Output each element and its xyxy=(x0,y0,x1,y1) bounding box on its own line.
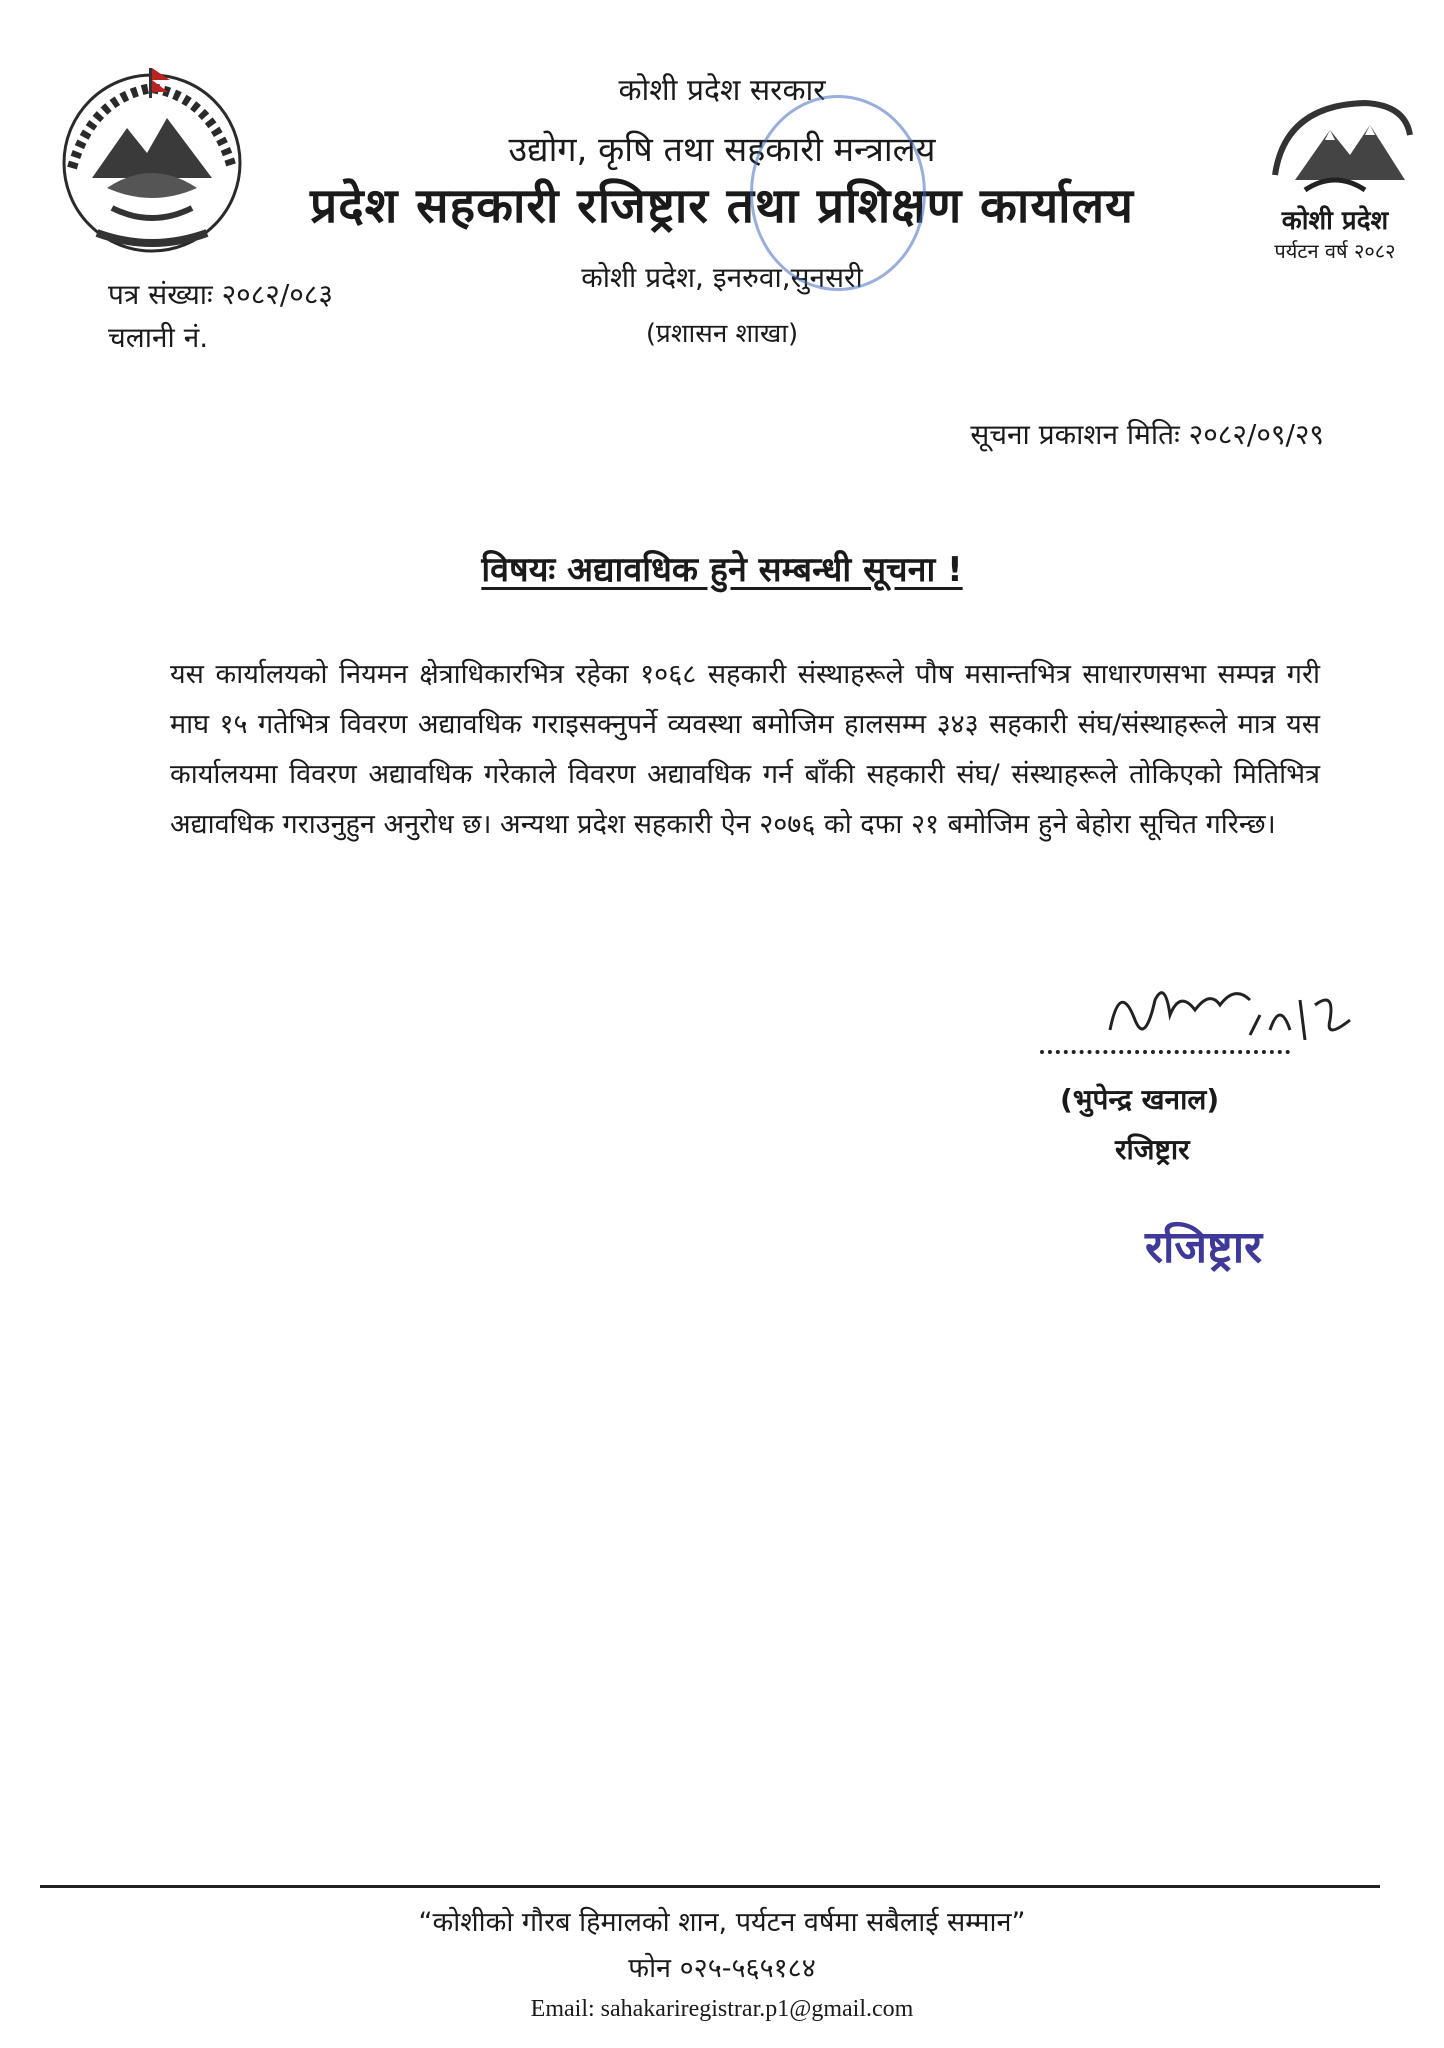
office-name: प्रदेश सहकारी रजिष्ट्रार तथा प्रशिक्षण कार्यालय xyxy=(310,178,1134,234)
signature-line xyxy=(1040,1050,1290,1054)
notice-date: सूचना प्रकाशन मितिः २०८२/०९/२९ xyxy=(970,418,1324,451)
mountain-logo-icon xyxy=(1255,95,1415,205)
signatory-title: रजिष्ट्रार xyxy=(1115,1133,1190,1166)
tourism-year-logo xyxy=(1255,95,1415,263)
letter-number: पत्र संख्याः २०८२/०८३ xyxy=(108,278,333,311)
handwritten-signature-icon xyxy=(1100,960,1360,1060)
office-address: कोशी प्रदेश, इनरुवा,सुनसरी xyxy=(581,261,863,294)
footer-email: Email: sahakariregistrar.p1@gmail.com xyxy=(530,1996,914,2022)
subject-line xyxy=(0,545,1444,591)
footer-divider xyxy=(40,1885,1380,1888)
branch-name: (प्रशासन शाखा) xyxy=(645,319,799,349)
ministry-name: उद्योग, कृषि तथा सहकारी मन्त्रालय xyxy=(508,130,936,170)
logo-line1: कोशी प्रदेश xyxy=(1281,206,1389,236)
dispatch-number: चलानी नं. xyxy=(108,321,209,354)
subject-text: विषयः अद्यावधिक हुने सम्बन्धी सूचना ! xyxy=(481,550,963,590)
notice-body: यस कार्यालयको नियमन क्षेत्राधिकारभित्र रहेका १०६८ सहकारी संस्थाहरूले पौष मसान्तभित्र साधारणसभा सम्पन्न गरी माघ १५ गतेभित्र विवरण अद्यावधिक गराइसक्नुपर्ने व्यवस्था बमोजिम हालसम्म ३४३ सहकारी संघ/संस्थाहरूले मात्र यस कार्यालयमा विवरण अद्यावधिक गरेकाले विवरण अद्यावधिक गर्न बाँकी सहकारी संघ/ संस्थाहरूले तोकिएको मितिभित्र अद्यावधिक गराउनुहुन अनुरोध छ। अन्यथा प्रदेश सहकारी ऐन २०७६ को दफा २१ बमोजिम हुने बेहोरा सूचित गरिन्छ। xyxy=(170,659,1320,840)
office-seal-icon xyxy=(750,95,926,291)
footer-phone: फोन ०२५-५६५१८४ xyxy=(628,1953,816,1984)
footer-motto: “कोशीको गौरब हिमालको शान, पर्यटन वर्षमा सबैलाई सम्मान” xyxy=(418,1907,1026,1938)
registrar-stamp: रजिष्ट्रार xyxy=(1145,1222,1263,1273)
government-name: कोशी प्रदेश सरकार xyxy=(618,73,826,108)
logo-line2: पर्यटन वर्ष २०८२ xyxy=(1274,239,1396,263)
signatory-name: (भुपेन्द्र खनाल) xyxy=(1060,1083,1220,1116)
